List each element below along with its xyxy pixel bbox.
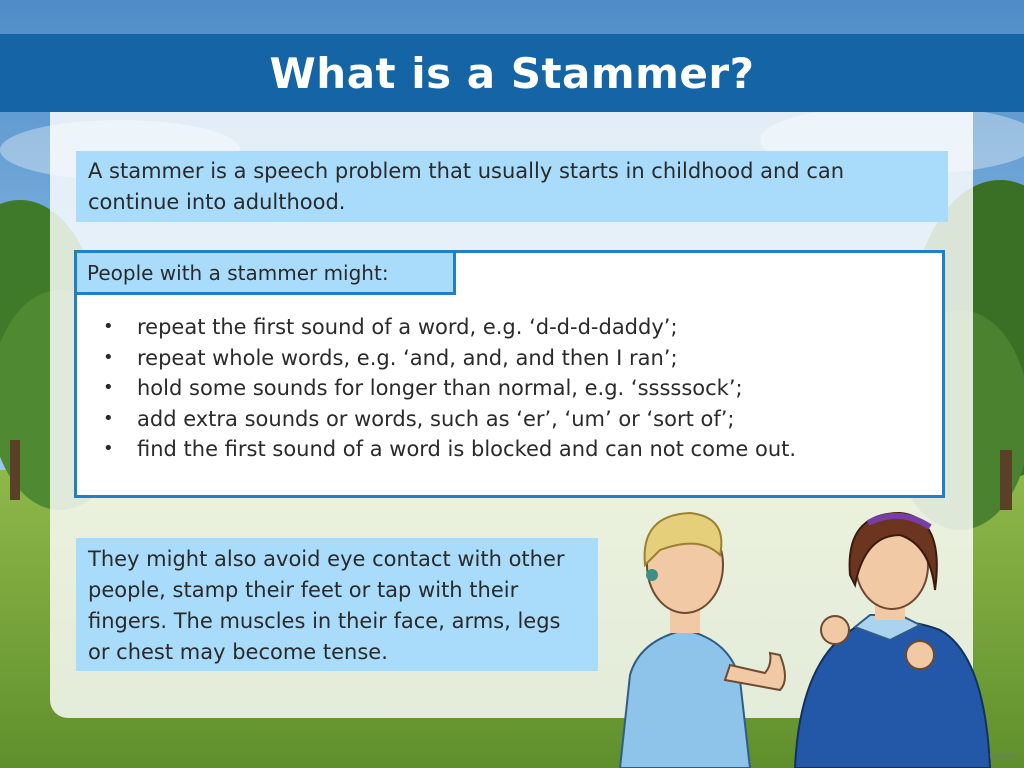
symptoms-box xyxy=(74,250,945,498)
list-item: • repeat the first sound of a word, e.g. ‘d-d-d-daddy’; xyxy=(103,312,796,343)
list-item: • add extra sounds or words, such as ‘er’, ‘um’ or ‘sort of’; xyxy=(103,404,796,435)
title-bar xyxy=(0,34,1024,112)
list-item: • repeat whole words, e.g. ‘and, and, and then I ran’; xyxy=(103,343,796,374)
symptoms-heading: People with a stammer might: xyxy=(74,250,456,295)
page-title: What is a Stammer? xyxy=(269,48,755,98)
extra-info-box: They might also avoid eye contact with other people, stamp their feet or tap with their fingers. The muscles in their face, arms, legs or chest may become tense. xyxy=(76,538,598,671)
children-illustration xyxy=(600,505,1024,768)
list-item: • hold some sounds for longer than normal, e.g. ‘sssssock’; xyxy=(103,373,796,404)
intro-box: A stammer is a speech problem that usually starts in childhood and can continue into adulthood. xyxy=(76,151,948,222)
list-item: • find the first sound of a word is blocked and can not come out. xyxy=(103,434,796,465)
symptoms-list xyxy=(103,312,796,465)
watermark: twinkl xyxy=(989,752,1016,762)
